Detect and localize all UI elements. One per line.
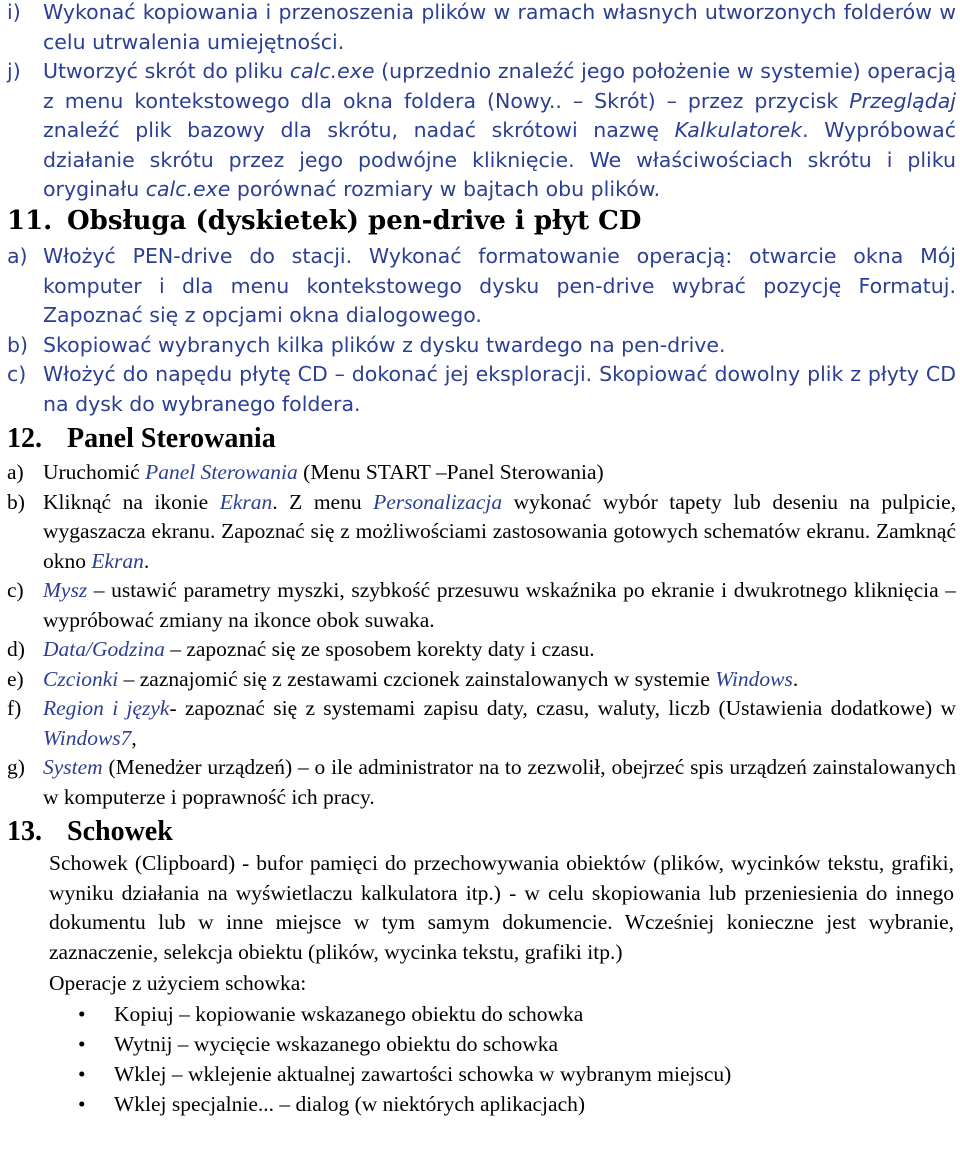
section-number: 12. bbox=[7, 423, 42, 454]
item-text: . Wypróbować działanie skrótu przez jego podwójne kliknięcie. We właściwościach skrótu i pliku oryginału bbox=[43, 118, 956, 201]
item-f bbox=[0, 694, 956, 753]
section-title: Panel Sterowania bbox=[67, 423, 276, 454]
list-item bbox=[78, 999, 956, 1029]
section-10-tail bbox=[0, 0, 956, 205]
section-number: 11. bbox=[7, 206, 53, 236]
item-text: (uprzednio znaleźć jego położenie w systemie) operacją z menu kontekstowego dla okna foldera (Nowy.. – Skrót) – przez przycisk bbox=[43, 59, 957, 113]
item-label: b) bbox=[7, 489, 25, 514]
item-b bbox=[0, 488, 956, 577]
button-name-text: Przeglądaj bbox=[849, 88, 956, 113]
section-title: Obsługa (dyskietek) pen-drive i płyt CD bbox=[67, 206, 642, 236]
term-text: Region i język bbox=[43, 696, 170, 720]
term-text: Ekran bbox=[219, 489, 273, 514]
item-text: - zapoznać się z systemami zapisu daty, czasu, waluty, liczb (Ustawienia dodatkowe) w bbox=[169, 696, 957, 720]
item-text: , bbox=[131, 725, 137, 750]
list-item bbox=[78, 1029, 956, 1059]
list-item-text: Wklej specjalnie... – dialog (w niektórych aplikacjach) bbox=[114, 1091, 586, 1116]
item-text: . Z menu bbox=[272, 489, 374, 514]
item-label: a) bbox=[7, 244, 28, 268]
item-text: Włożyć do napędu płytę CD – dokonać jej eksploracji. Skopiować dowolny plik z płyty CD na dysk do wybranego foldera. bbox=[43, 362, 956, 416]
term-text: Personalizacja bbox=[373, 489, 503, 514]
item-label: f) bbox=[7, 696, 22, 720]
item-text: – zaznajomić się z zestawami czcionek zainstalowanych w systemie bbox=[118, 666, 716, 691]
list-item-text: Wytnij – wycięcie wskazanego obiektu do schowka bbox=[114, 1031, 559, 1056]
item-label: e) bbox=[7, 666, 24, 691]
term-text: Mysz bbox=[43, 578, 88, 602]
section-11 bbox=[0, 204, 956, 419]
term-text: Windows7 bbox=[43, 725, 132, 750]
list-item bbox=[78, 1059, 956, 1089]
item-label: j) bbox=[7, 59, 21, 83]
item-label: c) bbox=[7, 362, 27, 386]
term-text: Panel Sterowania bbox=[145, 460, 298, 484]
item-j bbox=[0, 57, 956, 205]
item-text: (Menedżer urządzeń) – o ile administrator na to zezwolił, obejrzeć spis urządzeń zainstalowanych w komputerze i poprawność ich pracy. bbox=[43, 755, 956, 809]
item-c bbox=[0, 360, 956, 419]
item-text: znaleźć plik bazowy dla skrótu, nadać skrótowi nazwę bbox=[43, 118, 675, 142]
filename-text: calc.exe bbox=[145, 177, 231, 201]
item-c bbox=[0, 576, 956, 635]
clipboard-description: Schowek (Clipboard) - bufor pamięci do przechowywania obiektów (plików, wycinków tekstu, grafiki, wyniku działania na wyświetlaczu kalkulatora itp.) - w celu skopiowania lub przeniesienia do innego dokumentu lub w inne miejsce w tym samym dokumencie. Wcześniej konieczne jest wybranie, zaznaczenie, selekcja obiektu (plików, wycinka tekstu, grafiki itp.) bbox=[49, 851, 954, 964]
item-label: b) bbox=[7, 332, 29, 357]
item-text: . bbox=[792, 666, 799, 691]
item-b bbox=[0, 331, 956, 361]
term-text: Windows bbox=[715, 666, 793, 691]
bullet-icon: • bbox=[78, 1031, 86, 1056]
bullet-icon: • bbox=[78, 1001, 86, 1026]
term-text: Czcionki bbox=[43, 666, 119, 691]
item-text: Włożyć PEN-drive do stacji. Wykonać formatowanie operacją: otwarcie okna Mój komputer i dla menu kontekstowego dysku pen-drive wybrać pozycję Formatuj. Zapoznać się z opcjami okna dialogowego. bbox=[43, 244, 956, 327]
item-i bbox=[0, 0, 956, 57]
item-label: i) bbox=[7, 0, 21, 24]
item-text: Wykonać kopiowania i przenoszenia plików w ramach własnych utworzonych folderów w celu utrwalenia umiejętności. bbox=[43, 0, 956, 54]
item-text: – ustawić parametry myszki, szybkość przesuwu wskaźnika po ekranie i dwukrotnego kliknięcia – wypróbować zmiany na ikonce obok suwaka. bbox=[43, 578, 956, 632]
item-label: d) bbox=[7, 637, 25, 661]
section-13 bbox=[0, 815, 956, 1119]
section-title: Schowek bbox=[67, 816, 173, 847]
filename-text: calc.exe bbox=[289, 59, 375, 83]
item-label: c) bbox=[7, 578, 24, 602]
item-a bbox=[0, 458, 956, 488]
section-number: 13. bbox=[7, 816, 42, 847]
term-text: Data/Godzina bbox=[43, 637, 165, 661]
item-text: Utworzyć skrót do pliku bbox=[43, 59, 290, 83]
item-text: wykonać wybór tapety lub deseniu na pulpicie, wygaszacza ekranu. Zapoznać się z możliwościami zastosowania gotowych schematów ekranu. Zamknąć okno bbox=[43, 489, 957, 573]
shortcut-name-text: Kalkulatorek bbox=[674, 118, 803, 142]
list-item-text: Wklej – wklejenie aktualnej zawartości schowka w wybranym miejscu) bbox=[114, 1061, 732, 1086]
operations-intro: Operacje z użyciem schowka: bbox=[49, 971, 307, 995]
item-text: – zapoznać się ze sposobem korekty daty i czasu. bbox=[164, 637, 595, 661]
item-text: . bbox=[143, 548, 150, 573]
item-d bbox=[0, 635, 956, 665]
item-text: porównać rozmiary w bajtach obu plików. bbox=[230, 177, 661, 201]
item-text: Skopiować wybranych kilka plików z dysku twardego na pen-drive. bbox=[43, 332, 726, 357]
item-label: g) bbox=[7, 755, 25, 779]
item-label: a) bbox=[7, 460, 24, 484]
section-12 bbox=[0, 422, 956, 812]
item-text: Uruchomić bbox=[43, 460, 146, 484]
item-text: Kliknąć na ikonie bbox=[43, 489, 220, 514]
item-text: (Menu START –Panel Sterowania) bbox=[297, 460, 604, 484]
section-heading bbox=[0, 422, 956, 456]
item-g bbox=[0, 753, 956, 812]
bullet-icon: • bbox=[78, 1061, 86, 1086]
term-text: Ekran bbox=[91, 548, 144, 573]
list-item bbox=[78, 1089, 956, 1119]
section-heading bbox=[0, 815, 956, 849]
item-e bbox=[0, 665, 956, 695]
operations-list bbox=[0, 999, 956, 1119]
section-heading bbox=[0, 204, 956, 238]
term-text: System bbox=[43, 755, 103, 779]
list-item-text: Kopiuj – kopiowanie wskazanego obiektu do schowka bbox=[114, 1001, 584, 1026]
item-a bbox=[0, 242, 956, 331]
bullet-icon: • bbox=[78, 1091, 86, 1116]
